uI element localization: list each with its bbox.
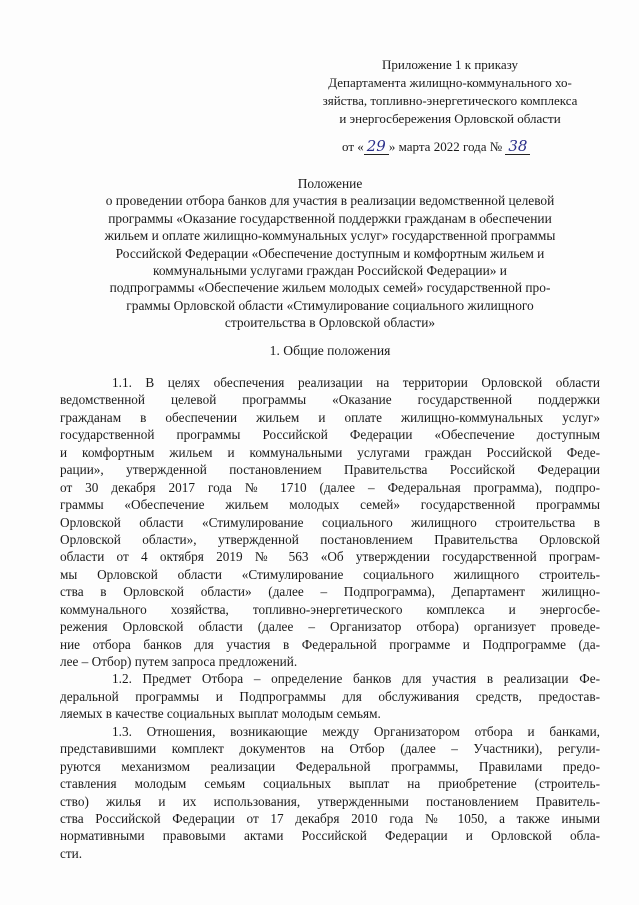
title-line: Российской Федерации «Обеспечение доступным и комфортным жильем и (115, 245, 545, 261)
title-line: Положение (297, 176, 363, 191)
paragraph-line: рации», утвержденной постановлением Правительства Российской Федерации (60, 462, 600, 478)
section-heading: 1. Общие положения (269, 343, 391, 358)
paragraph-line: ства в Орловской области» (далее – Подпрограмма), Департамент жилищно- (60, 584, 600, 600)
paragraph (60, 723, 600, 863)
order-date-prefix: от « (342, 139, 364, 154)
paragraph-line: деральной программы и Подпрограммы для обслуживания средств, предостав- (60, 688, 600, 704)
paragraph-line: ведомственной целевой программы «Оказание государственной поддержки (60, 392, 600, 408)
paragraph-line: Орловской области», утвержденной постановлением Правительства Орловской (60, 531, 600, 547)
paragraph-line: 1.2. Предмет Отбора – определение банков для участия в реализации Фе- (112, 671, 600, 687)
appendix-line: зяйства, топливно-энергетического комплекса (322, 93, 578, 108)
appendix-line: Департамента жилищно-коммунального хо- (328, 75, 572, 90)
paragraph-line: государственной программы Российской Федерации «Обеспечение доступным (60, 427, 600, 443)
paragraph-line: ства Российской Федерации от 17 декабря 2010 года № 1050, а также иными (60, 810, 600, 826)
title-line: коммунальными услугами граждан Российской Федерации» и (153, 263, 507, 279)
paragraph-line: ние отбора банков для участия в Федеральной программе и Подпрограмме (да- (60, 636, 600, 652)
paragraph-line: сти. (60, 845, 83, 861)
paragraph-line: мы Орловской области «Стимулирование социального жилищного строитель- (60, 566, 600, 582)
paragraph (60, 374, 600, 670)
title-line: программы «Оказание государственной поддержки гражданам в обеспечении (108, 210, 552, 226)
paragraph-line: от 30 декабря 2017 года № 1710 (далее – Федеральная программа), подпро- (60, 479, 600, 495)
paragraph-line: коммунального хозяйства, топливно-энергетического комплекса и энергосбе- (60, 601, 600, 617)
paragraph-line: нормативными правовыми актами Российской Федерации и Орловской обла- (60, 828, 600, 844)
title-line: подпрограммы «Обеспечение жильем молодых семей» государственной про- (109, 280, 551, 296)
paragraph-line: области от 4 октября 2019 № 563 «Об утверждении государственной програм- (60, 549, 600, 565)
paragraph-line: руются механизмом реализации Федеральной программы, Правилами предо- (60, 758, 600, 774)
paragraph-line: режения Орловской области (далее – Организатор отбора) организует проведе- (60, 619, 600, 635)
order-day-handwritten: 29 (364, 138, 389, 155)
appendix-header (300, 56, 600, 128)
paragraph-line: ляемых в качестве социальных выплат молодым семьям. (60, 706, 381, 722)
paragraph-line: ставления молодым семьям социальных выплат на приобретение (строитель- (60, 776, 600, 792)
paragraph-line: лее – Отбор) путем запроса предложений. (60, 654, 298, 669)
paragraph-line: ство) жилья и их использования, утвержденными постановлением Правитель- (60, 793, 600, 809)
title-line: строительства в Орловской области» (224, 315, 436, 331)
appendix-line: и энергосбережения Орловской области (339, 111, 561, 126)
paragraph-line: Орловской области «Стимулирование социального жилищного строительства в (60, 514, 600, 530)
order-date-line (342, 137, 602, 157)
paragraph-line: и комфортным жильем и коммунальными услугами граждан Российской Феде- (60, 444, 600, 460)
order-date-middle: » марта 2022 года № (388, 139, 503, 154)
paragraph-line: граммы «Обеспечение жильем молодых семей» государственной программы (60, 497, 600, 513)
title-line: о проведении отбора банков для участия в реализации ведомственной целевой (105, 193, 555, 209)
body-text (60, 374, 600, 862)
paragraph-line: 1.3. Отношения, возникающие между Организатором отбора и банками, (112, 723, 600, 739)
paragraph-line: представившими комплект документов на Отбор (далее – Участники), регули- (60, 741, 600, 757)
paragraph-line: 1.1. В целях обеспечения реализации на территории Орловской области (112, 375, 600, 390)
document-title (60, 175, 600, 332)
appendix-line: Приложение 1 к приказу (381, 57, 518, 72)
paragraph-line: гражданам в обеспечении жильем и оплате жилищно-коммунальных услуг» (60, 409, 600, 425)
paragraph (60, 670, 600, 722)
title-line: граммы Орловской области «Стимулирование социального жилищного (126, 297, 534, 313)
title-line: жильем и оплате жилищно-коммунальных услуг» государственной программы (104, 228, 556, 244)
order-number-handwritten: 38 (505, 138, 530, 155)
